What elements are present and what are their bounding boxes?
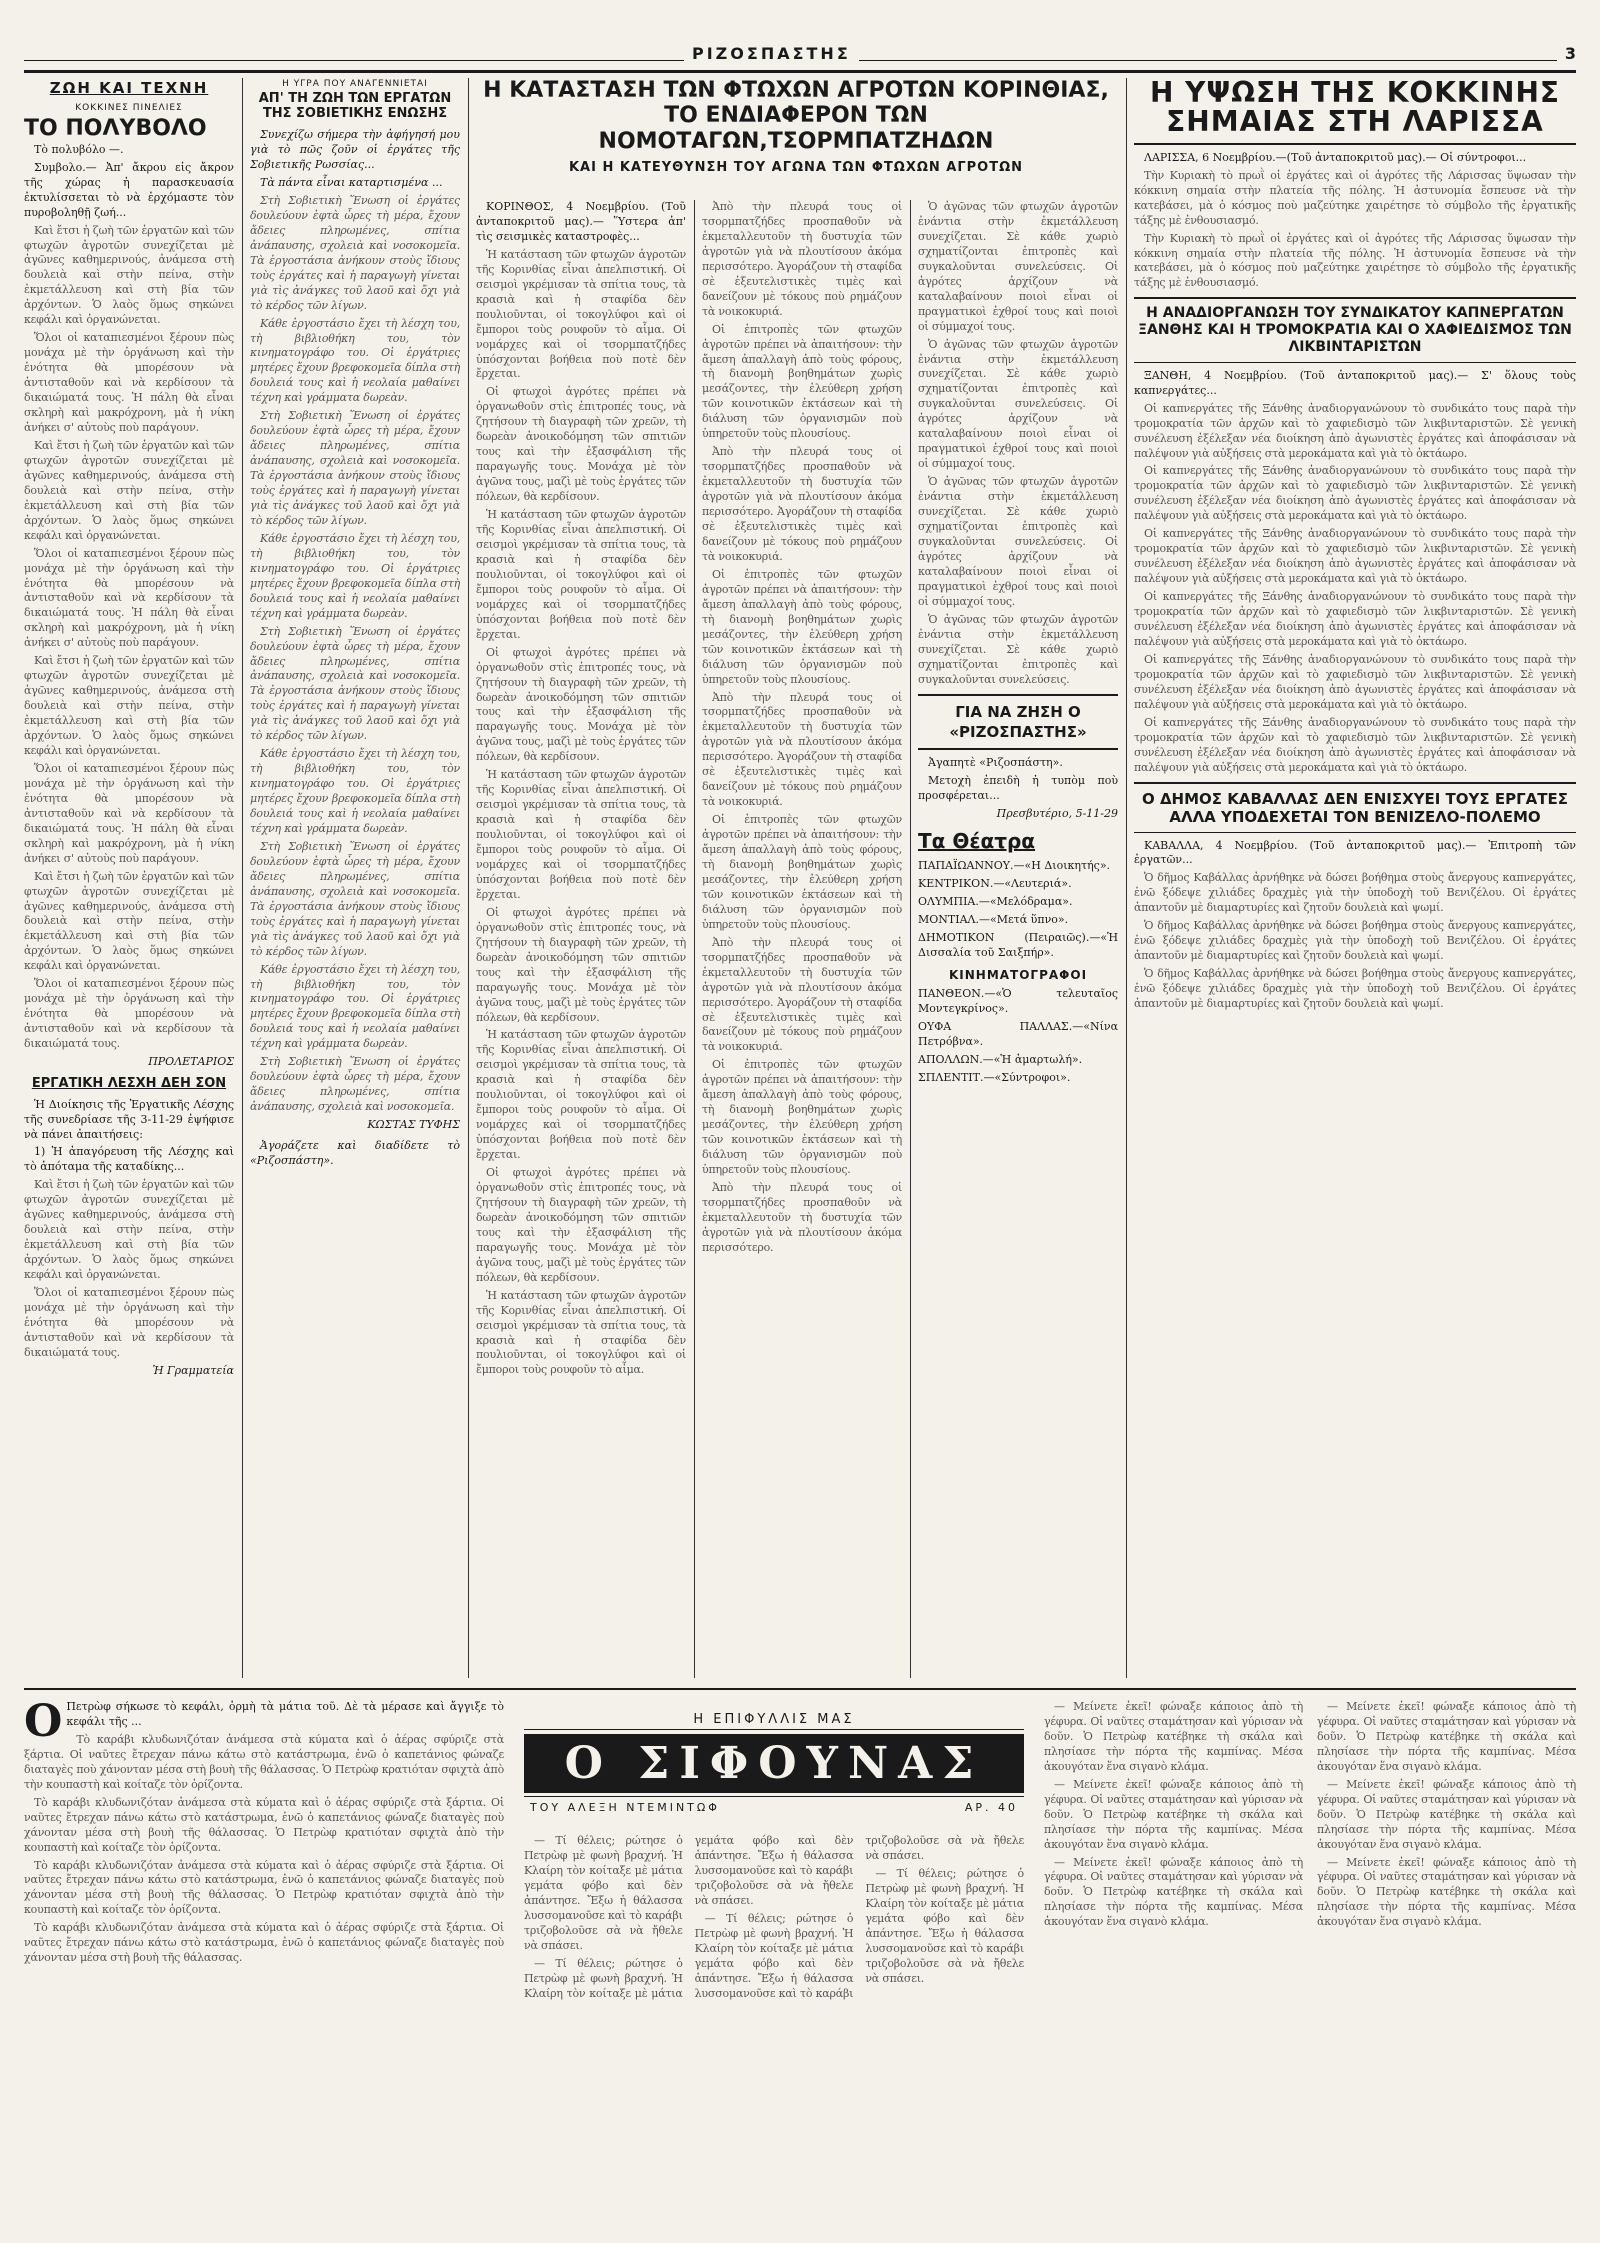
main-headline-secondary: ΤΟ ΕΝΔΙΑΦΕΡΟΝ ΤΩΝ ΝΟΜΟΤΑΓΩΝ,ΤΣΟΡΜΠΑΤΖΗΔΩΝ (598, 103, 994, 154)
article-headline: Η ΑΝΑΔΙΟΡΓΑΝΩΣΗ ΤΟΥ ΣΥΝΔΙΚΑΤΟΥ ΚΑΠΝΕΡΓΑΤΩΝ ΞΑΝΘΗΣ ΚΑΙ Η ΤΡΟΜΟΚΡΑΤΙΑ ΚΑΙ Ο ΧΑΦΙΕΔΙΣΜΟΣ ΤΩΝ ΛΙΚΒΙΝΤΑΡΙΣΤΩΝ (1138, 305, 1572, 355)
article-body-text: Στὴ Σοβιετικὴ Ἕνωση οἱ ἐργάτες δουλεύουν ἑφτὰ ὧρες τὴ μέρα, ἔχουν ἄδειες πληρωμένες, σπίτια ἀνάπαυσης, σχολειὰ καὶ νοσοκομεῖα. Τὰ ἐργοστάσια ἀνήκουν στοὺς ἴδιους τοὺς ἐργάτες καὶ ἡ παραγωγὴ γίνεται γιὰ τὶς ἀνάγκες τοῦ λαοῦ καὶ ὄχι γιὰ τὸ κέρδος τῶν λίγων. (250, 409, 460, 527)
article-body-text: Στὴ Σοβιετικὴ Ἕνωση οἱ ἐργάτες δουλεύουν ἑφτὰ ὧρες τὴ μέρα, ἔχουν ἄδειες πληρωμένες, σπίτια ἀνάπαυσης, σχολειὰ καὶ νοσοκομεῖα. Τὰ ἐργοστάσια ἀνήκουν στοὺς ἴδιους τοὺς ἐργάτες καὶ ἡ παραγωγὴ γίνεται γιὰ τὶς ἀνάγκες τοῦ λαοῦ καὶ ὄχι γιὰ τὸ κέρδος τῶν λίγων. (250, 839, 460, 958)
article-body-text: Στὴ Σοβιετικὴ Ἕνωση οἱ ἐργάτες δουλεύουν ἑφτὰ ὧρες τὴ μέρα, ἔχουν ἄδειες πληρωμένες, σπίτια ἀνάπαυσης, σχολειὰ καὶ νοσοκομεῖα. (250, 1055, 460, 1114)
theatre-listing: ΚΕΝΤΡΙΚΟΝ.—«Λευτεριά». (918, 877, 1072, 891)
column-divider (242, 78, 243, 1678)
article-body-text: Ἡ κατάσταση τῶν φτωχῶν ἀγροτῶν τῆς Κορινθίας εἶναι ἀπελπιστική. Οἱ σεισμοὶ γκρέμισαν τὰ σπίτια τους, τὰ κρασιὰ καὶ ἡ σταφίδα δὲν πουλιοῦνται, οἱ τοκογλύφοι καὶ οἱ ἔμποροι τοὺς ρουφοῦν τὸ αἷμα. (476, 1288, 686, 1377)
newspaper-page (24, 24, 1576, 2219)
article-paragraph: Ἀγαπητὲ «Ριζοσπάστη». (928, 756, 1063, 770)
serial-body-text: — Τί θέλεις; ρώτησε ὁ Πετρὼφ μὲ φωνὴ βραχνή. Ἡ Κλαίρη τὸν κοίταξε μὲ μάτια γεμάτα φόβο καὶ δὲν ἀπάντησε. Ἔξω ἡ θάλασσα λυσσομανοῦσε καὶ τὸ καράβι τριζοβολοῦσε σὰ νὰ ἤθελε νὰ σπάσει. (694, 1834, 1024, 2000)
masthead (24, 40, 1576, 73)
serial-column-center (524, 1834, 1024, 2200)
serial-kicker: Η ΕΠΙΦΥΛΛΙΣ ΜΑΣ (524, 1712, 1024, 1730)
article-body-text: Οἱ ἐπιτροπὲς τῶν φτωχῶν ἀγροτῶν πρέπει νὰ ἀπαιτήσουν: τὴν ἄμεση ἀπαλλαγὴ ἀπὸ τοὺς φόρους, τὴ διανομὴ βοηθημάτων χωρὶς μεσάζοντες, τὴν ἐλεύθερη χρήση τῶν κοινοτικῶν ἐκτάσεων καὶ τὴ διάλυση τῶν ὀργανισμῶν ποὺ ὑπηρετοῦν τοὺς πλουσίους. (702, 1058, 902, 1177)
serial-opening: Πετρὼφ σήκωσε τὸ κεφάλι, ὁρμὴ τὰ μάτια τοῦ. Δὲ τὰ μέρασε καὶ ἄγγιξε τὸ κεφάλι τῆς ... (66, 1700, 504, 1728)
column-zoi-kai-texni (24, 78, 234, 1678)
article-body-text: Στὴ Σοβιετικὴ Ἕνωση οἱ ἐργάτες δουλεύουν ἑφτὰ ὧρες τὴ μέρα, ἔχουν ἄδειες πληρωμένες, σπίτια ἀνάπαυσης, σχολειὰ καὶ νοσοκομεῖα. Τὰ ἐργοστάσια ἀνήκουν στοὺς ἴδιους τοὺς ἐργάτες καὶ ἡ παραγωγὴ γίνεται γιὰ τὶς ἀνάγκες τοῦ λαοῦ καὶ ὄχι γιὰ τὸ κέρδος τῶν λίγων. (250, 193, 460, 312)
column-corinth-article-continued (702, 200, 902, 1678)
cinemas-section-title: ΚΙΝΗΜΑΤΟΓΡΑΦΟΙ (948, 968, 1088, 982)
article-body-text: Ὁ ἀγῶνας τῶν φτωχῶν ἀγροτῶν ἐνάντια στὴν ἐκμετάλλευση συνεχίζεται. Σὲ κάθε χωριὸ σχηματίζονται ἐπιτροπὲς καὶ συγκαλοῦνται συνελεύσεις. Οἱ ἀγρότες ἀρχίζουν νὰ καταλαβαίνουν ποιοὶ εἶναι οἱ πραγματικοὶ ἐχθροί τους καὶ ποιοὶ οἱ σύμμαχοί τους. (918, 475, 1118, 608)
masthead-title: ΡΙΖΟΣΠΑΣΤΗΣ (684, 44, 859, 63)
serial-body-text: — Μείνετε ἐκεῖ! φώναξε κάποιος ἀπὸ τὴ γέφυρα. Οἱ ναῦτες σταμάτησαν καὶ γύρισαν νὰ δοῦν. Ὁ Πετρὼφ κατέβηκε τὴ σκάλα καὶ πλησίασε τὴν πόρτα τῆς καμπίνας. Μέσα ἀκουγόταν ἕνα σιγανὸ κλάμα. (1044, 1700, 1303, 1773)
article-signature: ΚΩΣΤΑΣ ΤΥΦΗΣ (367, 1118, 460, 1132)
notice-box-title: ΓΙΑ ΝΑ ΖΗΣΗ Ο «ΡΙΖΟΣΠΑΣΤΗΣ» (918, 694, 1118, 751)
article-body-text: Οἱ καπνεργάτες τῆς Ξάνθης ἀναδιοργανώνουν τὸ συνδικάτο τους παρὰ τὴν τρομοκρατία τῶν ἀρχῶν καὶ τὸ χαφιεδισμὸ τῶν λικβινταριστῶν. Σὲ γενικὴ συνέλευση ἐξέλεξαν νέα διοίκηση ἀπὸ ἀγωνιστὲς ἐργάτες καὶ ἀποφάσισαν νὰ παλέψουν γιὰ αὐξήσεις στὰ μεροκάματα καὶ γιὰ τὸ ὀκτάωρο. (1134, 715, 1576, 774)
article-paragraph: Τὰ πάντα εἶναι καταρτισμένα ... (260, 175, 443, 189)
article-paragraph: Μετοχὴ ἐπειδὴ ἡ τυπὸμ ποὺ προσφέρεται... (918, 774, 1118, 803)
theatre-listing: ΜΟΝΤΙΑΛ.—«Μετά ὕπνο». (918, 913, 1069, 927)
article-body-text: Στὴ Σοβιετικὴ Ἕνωση οἱ ἐργάτες δουλεύουν ἑφτὰ ὧρες τὴ μέρα, ἔχουν ἄδειες πληρωμένες, σπίτια ἀνάπαυσης, σχολειὰ καὶ νοσοκομεῖα. Τὰ ἐργοστάσια ἀνήκουν στοὺς ἴδιους τοὺς ἐργάτες καὶ ἡ παραγωγὴ γίνεται γιὰ τὶς ἀνάγκες τοῦ λαοῦ καὶ ὄχι γιὰ τὸ κέρδος τῶν λίγων. (250, 624, 460, 743)
cinema-listing: ΑΠΟΛΛΩΝ.—«Ἡ ἁμαρτωλή». (918, 1053, 1083, 1067)
article-dateline: ΛΑΡΙΣΣΑ, 6 Νοεμβρίου.—(Τοῦ ἀνταποκριτοῦ μας).— Οἱ σύντροφοι... (1144, 150, 1527, 164)
article-body-text: Οἱ καπνεργάτες τῆς Ξάνθης ἀναδιοργανώνουν τὸ συνδικάτο τους παρὰ τὴν τρομοκρατία τῶν ἀρχῶν καὶ τὸ χαφιεδισμὸ τῶν λικβινταριστῶν. Σὲ γενικὴ συνέλευση ἐξέλεξαν νέα διοίκηση ἀπὸ ἀγωνιστὲς ἐργάτες καὶ ἀποφάσισαν νὰ παλέψουν γιὰ αὐξήσεις στὰ μεροκάματα καὶ γιὰ τὸ ὀκτάωρο. (1134, 652, 1576, 711)
article-body-text: Καὶ ἔτσι ἡ ζωὴ τῶν ἐργατῶν καὶ τῶν φτωχῶν ἀγροτῶν συνεχίζεται μὲ ἀγῶνες καθημερινούς, ἀνάμεσα στὴ δουλειὰ καὶ στὴν πείνα, στὴν ἐκμετάλλευση καὶ στὴ βία τῶν ἀρχόντων. Ὁ λαὸς ὅμως σηκώνει κεφάλι καὶ ὀργανώνεται. (24, 869, 234, 973)
article-headline: ΑΠ' ΤΗ ΖΩΗ ΤΩΝ ΕΡΓΑΤΩΝ ΤΗΣ ΣΟΒΙΕΤΙΚΗΣ ΕΝΩΣΗΣ (258, 91, 452, 122)
article-kicker: Η ΥΓΡΑ ΠΟΥ ΑΝΑΓΕΝΝΙΕΤΑΙ (282, 79, 428, 89)
article-body-text: Ὁ ἀγῶνας τῶν φτωχῶν ἀγροτῶν ἐνάντια στὴν ἐκμετάλλευση συνεχίζεται. Σὲ κάθε χωριὸ σχηματίζονται ἐπιτροπὲς καὶ συγκαλοῦνται συνελεύσεις. (918, 612, 1118, 686)
serial-byline (524, 1796, 1024, 1814)
article-body-text: Καὶ ἔτσι ἡ ζωὴ τῶν ἐργατῶν καὶ τῶν φτωχῶν ἀγροτῶν συνεχίζεται μὲ ἀγῶνες καθημερινούς, ἀνάμεσα στὴ δουλειὰ καὶ στὴν πείνα, στὴν ἐκμετάλλευση καὶ στὴ βία τῶν ἀρχόντων. Ὁ λαὸς ὅμως σηκώνει κεφάλι καὶ ὀργανώνεται. (24, 1178, 234, 1282)
article-footer-note: Ἀγοράζετε καὶ διαδίδετε τὸ «Ριζοσπάστη». (250, 1139, 460, 1168)
serial-column-right (1044, 1700, 1576, 2200)
theatre-listing: ΟΛΥΜΠΙΑ.—«Μελόδραμα». (918, 895, 1073, 909)
article-paragraph: Συνεχίζω σήμερα τὴν ἀφήγησή μου γιὰ τὸ πῶς ζοῦν οἱ ἐργάτες τῆς Σοβιετικῆς Ρωσσίας... (250, 128, 460, 172)
article-body-text: Ἡ κατάσταση τῶν φτωχῶν ἀγροτῶν τῆς Κορινθίας εἶναι ἀπελπιστική. Οἱ σεισμοὶ γκρέμισαν τὰ σπίτια τους, τὰ κρασιὰ καὶ ἡ σταφίδα δὲν πουλιοῦνται, οἱ τοκογλύφοι καὶ οἱ ἔμποροι τοὺς ρουφοῦν τὸ αἷμα. Οἱ νομάρχες καὶ οἱ τσορμπατζήδες ὑπόσχονται βοήθεια ποὺ ποτὲ δὲν ἔρχεται. (476, 768, 686, 901)
article-kicker: ΚΟΚΚΙΝΕΣ ΠΙΝΕΛΙΕΣ (75, 103, 183, 114)
serial-body-text: — Μείνετε ἐκεῖ! φώναξε κάποιος ἀπὸ τὴ γέφυρα. Οἱ ναῦτες σταμάτησαν καὶ γύρισαν νὰ δοῦν. Ὁ Πετρὼφ κατέβηκε τὴ σκάλα καὶ πλησίασε τὴν πόρτα τῆς καμπίνας. Μέσα ἀκουγόταν ἕνα σιγανὸ κλάμα. (1044, 1777, 1303, 1851)
article-body-text: Ἀπὸ τὴν πλευρά τους οἱ τσορμπατζήδες προσπαθοῦν νὰ ἐκμεταλλευτοῦν τὴ δυστυχία τῶν ἀγροτῶν γιὰ νὰ πλουτίσουν ἀκόμα περισσότερο. (702, 1181, 902, 1254)
article-signature: Ἡ Γραμματεία (152, 1363, 234, 1377)
theatres-section-title: Τα Θέατρα (918, 829, 1036, 854)
page-number: 3 (1557, 44, 1576, 63)
serial-body-text: Τὸ καράβι κλυδωνιζόταν ἀνάμεσα στὰ κύματα καὶ ὁ ἀέρας σφύριζε στὰ ξάρτια. Οἱ ναῦτες ἔτρεχαν πάνω κάτω στὸ κατάστρωμα, ἐνῶ ὁ καπετάνιος φώναζε διαταγὲς ποὺ χάνονταν μέσα στὴ βουὴ τῆς θάλασσας. Ὁ Πετρὼφ κρατιόταν σφιχτὰ ἀπὸ τὴν κουπαστὴ καὶ κοίταζε τὸν ὁρίζοντα. (24, 1858, 504, 1917)
column-divider (910, 200, 911, 1678)
article-headline: Ο ΔΗΜΟΣ ΚΑΒΑΛΛΑΣ ΔΕΝ ΕΝΙΣΧΥΕΙ ΤΟΥΣ ΕΡΓΑΤΕΣ ΑΛΛΑ ΥΠΟΔΕΧΕΤΑΙ ΤΟΝ ΒΕΝΙΖΕΛΟ-ΠΟΛΕΜΟ (1141, 789, 1569, 826)
theatre-listing: ΔΗΜΟΤΙΚΟΝ (Πειραιῶς).—«Ἡ Δισσαλία τοῦ Σαιξπήρ». (918, 931, 1118, 960)
article-rule (1134, 832, 1576, 833)
theatre-listing: ΠΑΠΑΪΩΑΝΝΟΥ.—«Η Διοικητής». (918, 859, 1111, 873)
serial-header (524, 1712, 1024, 1822)
section-title: ΖΩΗ ΚΑΙ ΤΕΧΝΗ (49, 79, 209, 97)
article-body-text: Ἀπὸ τὴν πλευρά τους οἱ τσορμπατζήδες προσπαθοῦν νὰ ἐκμεταλλευτοῦν τὴ δυστυχία τῶν ἀγροτῶν γιὰ νὰ πλουτίσουν ἀκόμα περισσότερο. Ἀγοράζουν τὴ σταφίδα σὲ ἐξευτελιστικὲς τιμὲς καὶ δανείζουν μὲ τόκους ποὺ ρημάζουν τὰ νοικοκυριά. (702, 200, 902, 318)
article-paragraph: Τὸ πολυβόλο —. (34, 142, 124, 156)
article-body-text: Κάθε ἐργοστάσιο ἔχει τὴ λέσχη του, τὴ βιβλιοθήκη του, τὸν κινηματογράφο του. Οἱ ἐργάτριες μητέρες ἔχουν βρεφοκομεῖα δίπλα στὴ δουλειά τους καὶ ἡ νεολαία μαθαίνει τέχνη καὶ γράμματα δωρεὰν. (250, 316, 460, 405)
article-body-text: Καὶ ἔτσι ἡ ζωὴ τῶν ἐργατῶν καὶ τῶν φτωχῶν ἀγροτῶν συνεχίζεται μὲ ἀγῶνες καθημερινούς, ἀνάμεσα στὴ δουλειὰ καὶ στὴν πείνα, στὴν ἐκμετάλλευση καὶ στὴ βία τῶν ἀρχόντων. Ὁ λαὸς ὅμως σηκώνει κεφάλι καὶ ὀργανώνεται. (24, 438, 234, 542)
article-body-text: Ὅλοι οἱ καταπιεσμένοι ξέρουν πὼς μονάχα μὲ τὴν ὀργάνωση καὶ τὴν ἑνότητα θὰ μπορέσουν νὰ ἀντισταθοῦν καὶ νὰ κερδίσουν τὰ δικαιώματά τους. Ἡ πάλη θὰ εἶναι σκληρὴ καὶ μακρόχρονη, μὰ ἡ νίκη ἀνήκει σ' αὐτοὺς ποὺ παράγουν. (24, 546, 234, 650)
article-body-text: Ὅλοι οἱ καταπιεσμένοι ξέρουν πὼς μονάχα μὲ τὴν ὀργάνωση καὶ τὴν ἑνότητα θὰ μπορέσουν νὰ ἀντισταθοῦν καὶ νὰ κερδίσουν τὰ δικαιώματά τους. Ἡ πάλη θὰ εἶναι σκληρὴ καὶ μακρόχρονη, μὰ ἡ νίκη ἀνήκει σ' αὐτοὺς ποὺ παράγουν. (24, 761, 234, 865)
serial-body-text: Τὸ καράβι κλυδωνιζόταν ἀνάμεσα στὰ κύματα καὶ ὁ ἀέρας σφύριζε στὰ ξάρτια. Οἱ ναῦτες ἔτρεχαν πάνω κάτω στὸ κατάστρωμα, ἐνῶ ὁ καπετάνιος φώναζε διαταγὲς ποὺ χάνονταν μέσα στὴ βουὴ τῆς θάλασσας. Ὁ Πετρὼφ κρατιόταν σφιχτὰ ἀπὸ τὴν κουπαστὴ καὶ κοίταζε τὸν ὁρίζοντα. (24, 1732, 504, 1791)
article-headline: ΤΟ ΠΟΛΥΒΟΛΟ (24, 115, 207, 141)
article-dateline: ΞΑΝΘΗ, 4 Νοεμβρίου. (Τοῦ ἀνταποκριτοῦ μας).— Σ' ὅλους τοὺς καπνεργάτες... (1134, 368, 1576, 397)
article-body-text: Ἡ κατάσταση τῶν φτωχῶν ἀγροτῶν τῆς Κορινθίας εἶναι ἀπελπιστική. Οἱ σεισμοὶ γκρέμισαν τὰ σπίτια τους, τὰ κρασιὰ καὶ ἡ σταφίδα δὲν πουλιοῦνται, οἱ τοκογλύφοι καὶ οἱ ἔμποροι τοὺς ρουφοῦν τὸ αἷμα. Οἱ νομάρχες καὶ οἱ τσορμπατζήδες ὑπόσχονται βοήθεια ποὺ ποτὲ δὲν ἔρχεται. (476, 1028, 686, 1162)
article-body-text: Καὶ ἔτσι ἡ ζωὴ τῶν ἐργατῶν καὶ τῶν φτωχῶν ἀγροτῶν συνεχίζεται μὲ ἀγῶνες καθημερινούς, ἀνάμεσα στὴ δουλειὰ καὶ στὴν πείνα, στὴν ἐκμετάλλευση καὶ στὴ βία τῶν ἀρχόντων. Ὁ λαὸς ὅμως σηκώνει κεφάλι καὶ ὀργανώνεται. (24, 654, 234, 757)
article-body-text: Κάθε ἐργοστάσιο ἔχει τὴ λέσχη του, τὴ βιβλιοθήκη του, τὸν κινηματογράφο του. Οἱ ἐργάτριες μητέρες ἔχουν βρεφοκομεῖα δίπλα στὴ δουλειά τους καὶ ἡ νεολαία μαθαίνει τέχνη καὶ γράμματα δωρεὰν. (250, 531, 460, 620)
article-body-text: Οἱ φτωχοὶ ἀγρότες πρέπει νὰ ὀργανωθοῦν στὶς ἐπιτροπές τους, νὰ ζητήσουν τὴ διαγραφὴ τῶν χρεῶν, τὴ δωρεὰν ἀνοικοδόμηση τῶν σπιτιῶν τους καὶ τὴν ἐξασφάλιση τῆς παραγωγῆς τους. Μονάχα μὲ τὸν ἀγῶνα τους, μαζὶ μὲ τοὺς ἐργάτες τῶν πόλεων, θὰ κερδίσουν. (476, 385, 686, 504)
article-body-text: Ὅλοι οἱ καταπιεσμένοι ξέρουν πὼς μονάχα μὲ τὴν ὀργάνωση καὶ τὴν ἑνότητα θὰ μπορέσουν νὰ ἀντισταθοῦν καὶ νὰ κερδίσουν τὰ δικαιώματά τους. (24, 1286, 234, 1359)
article-body-text: Ὅλοι οἱ καταπιεσμένοι ξέρουν πὼς μονάχα μὲ τὴν ὀργάνωση καὶ τὴν ἑνότητα θὰ μπορέσουν νὰ ἀντισταθοῦν καὶ νὰ κερδίσουν τὰ δικαιώματά τους. Ἡ πάλη θὰ εἶναι σκληρὴ καὶ μακρόχρονη, μὰ ἡ νίκη ἀνήκει σ' αὐτοὺς ποὺ παράγουν. (24, 331, 234, 434)
article-paragraph: Συμβολο.— Ἀπ' ἄκρου εἰς ἄκρον τῆς χώρας ἡ παρασκευασία ἐκτυλίσσεται τὸ νὰ ἐρχόμαστε τὸν πυροβοληθῇ ζωή... (24, 160, 234, 219)
article-body-text: Οἱ φτωχοὶ ἀγρότες πρέπει νὰ ὀργανωθοῦν στὶς ἐπιτροπές τους, νὰ ζητήσουν τὴ διαγραφὴ τῶν χρεῶν, τὴ δωρεὰν ἀνοικοδόμηση τῶν σπιτιῶν τους καὶ τὴν ἐξασφάλιση τῆς παραγωγῆς τους. Μονάχα μὲ τὸν ἀγῶνα τους, μαζὶ μὲ τοὺς ἐργάτες τῶν πόλεων, θὰ κερδίσουν. (476, 905, 686, 1024)
serial-body-text: — Μείνετε ἐκεῖ! φώναξε κάποιος ἀπὸ τὴ γέφυρα. Οἱ ναῦτες σταμάτησαν καὶ γύρισαν νὰ δοῦν. Ὁ Πετρὼφ κατέβηκε τὴ σκάλα καὶ πλησίασε τὴν πόρτα τῆς καμπίνας. Μέσα ἀκουγόταν ἕνα σιγανὸ κλάμα. (1317, 1855, 1576, 1929)
article-body-text: Ὁ δῆμος Καβάλλας ἀρνήθηκε νὰ δώσει βοήθημα στοὺς ἄνεργους καπνεργάτες, ἐνῶ ξόδεψε χιλιάδες δραχμὲς γιὰ τὴν ὑποδοχὴ τοῦ Βενιζέλου. Οἱ ἐργάτες ἀπαντοῦν μὲ διαμαρτυρίες καὶ ζητοῦν δουλειὰ καὶ ψωμί. (1134, 967, 1576, 1011)
notice-signature-date: Πρεσβυτέριο, 5-11-29 (996, 807, 1118, 821)
article-body-text: Οἱ ἐπιτροπὲς τῶν φτωχῶν ἀγροτῶν πρέπει νὰ ἀπαιτήσουν: τὴν ἄμεση ἀπαλλαγὴ ἀπὸ τοὺς φόρους, τὴ διανομὴ βοηθημάτων χωρὶς μεσάζοντες, τὴν ἐλεύθερη χρήση τῶν κοινοτικῶν ἐκτάσεων καὶ τὴ διάλυση τῶν ὀργανισμῶν ποὺ ὑπηρετοῦν τοὺς πλουσίους. (702, 322, 902, 441)
article-body-text: Οἱ ἐπιτροπὲς τῶν φτωχῶν ἀγροτῶν πρέπει νὰ ἀπαιτήσουν: τὴν ἄμεση ἀπαλλαγὴ ἀπὸ τοὺς φόρους, τὴ διανομὴ βοηθημάτων χωρὶς μεσάζοντες, τὴν ἐλεύθερη χρήση τῶν κοινοτικῶν ἐκτάσεων καὶ τὴ διάλυση τῶν ὀργανισμῶν ποὺ ὑπηρετοῦν τοὺς πλουσίους. (702, 813, 902, 931)
serial-body-text: — Τί θέλεις; ρώτησε ὁ Πετρὼφ μὲ φωνὴ βραχνή. Ἡ Κλαίρη τὸν κοίταξε μὲ μάτια γεμάτα φόβο καὶ δὲν ἀπάντησε. Ἔξω ἡ θάλασσα λυσσομανοῦσε καὶ τὸ καράβι τριζοβολοῦσε σὰ νὰ ἤθελε νὰ σπάσει. (865, 1866, 1024, 1985)
cinema-listing: ΠΑΝΘΕΟΝ.—«Ὁ τελευταῖος Μοντεγκρίνος». (918, 987, 1118, 1016)
article-body-text: Οἱ φτωχοὶ ἀγρότες πρέπει νὰ ὀργανωθοῦν στὶς ἐπιτροπές τους, νὰ ζητήσουν τὴ διαγραφὴ τῶν χρεῶν, τὴ δωρεὰν ἀνοικοδόμηση τῶν σπιτιῶν τους καὶ τὴν ἐξασφάλιση τῆς παραγωγῆς τους. Μονάχα μὲ τὸν ἀγῶνα τους, μαζὶ μὲ τοὺς ἐργάτες τῶν πόλεων, θὰ κερδίσουν. (476, 1166, 686, 1284)
article-headline: ΕΡΓΑΤΙΚΗ ΛΕΣΧΗ ΔΕΗ ΣΟΝ (31, 1076, 227, 1091)
article-body-text: Οἱ φτωχοὶ ἀγρότες πρέπει νὰ ὀργανωθοῦν στὶς ἐπιτροπές τους, νὰ ζητήσουν τὴ διαγραφὴ τῶν χρεῶν, τὴ δωρεὰν ἀνοικοδόμηση τῶν σπιτιῶν τους καὶ τὴν ἐξασφάλιση τῆς παραγωγῆς τους. Μονάχα μὲ τὸν ἀγῶνα τους, μαζὶ μὲ τοὺς ἐργάτες τῶν πόλεων, θὰ κερδίσουν. (476, 645, 686, 764)
serial-divider (24, 1688, 1576, 1690)
column-divider (468, 78, 469, 1678)
column-soviet-workers (250, 78, 460, 1678)
column-divider (694, 200, 695, 1678)
article-body-text: Ὁ ἀγῶνας τῶν φτωχῶν ἀγροτῶν ἐνάντια στὴν ἐκμετάλλευση συνεχίζεται. Σὲ κάθε χωριὸ σχηματίζονται ἐπιτροπὲς καὶ συγκαλοῦνται συνελεύσεις. Οἱ ἀγρότες ἀρχίζουν νὰ καταλαβαίνουν ποιοὶ εἶναι οἱ πραγματικοὶ ἐχθροί τους καὶ ποιοὶ οἱ σύμμαχοί τους. (918, 337, 1118, 471)
main-subheadline: ΚΑΙ Η ΚΑΤΕΥΘΥΝΣΗ ΤΟΥ ΑΓΩΝΑ ΤΩΝ ΦΤΩΧΩΝ ΑΓΡΟΤΩΝ (568, 159, 1024, 175)
cinema-listing: ΟΥΦΑ ΠΑΛΛΑΣ.—«Νίνα Πετρόβνα». (918, 1020, 1118, 1049)
serial-body-text: — Τί θέλεις; ρώτησε ὁ Πετρὼφ μὲ φωνὴ βραχνή. Ἡ Κλαίρη τὸν κοίταξε μὲ μάτια γεμάτα φόβο καὶ δὲν ἀπάντησε. Ἔξω ἡ θάλασσα λυσσομανοῦσε καὶ τὸ καράβι τριζοβολοῦσε σὰ νὰ ἤθελε νὰ σπάσει. (524, 1834, 854, 2000)
main-headline-block (476, 78, 1116, 200)
article-body-text: Ὁ δῆμος Καβάλλας ἀρνήθηκε νὰ δώσει βοήθημα στοὺς ἄνεργους καπνεργάτες, ἐνῶ ξόδεψε χιλιάδες δραχμὲς γιὰ τὴν ὑποδοχὴ τοῦ Βενιζέλου. Οἱ ἐργάτες ἀπαντοῦν μὲ διαμαρτυρίες καὶ ζητοῦν δουλειὰ καὶ ψωμί. (1134, 871, 1576, 915)
article-paragraph: Ἡ Διοίκησις τῆς Ἐργατικῆς Λέσχης τῆς συνεδρίασε τῆς 3-11-29 ἐψήφισε νὰ πάνει ἀπαιτήσεις: (24, 1097, 234, 1141)
article-body-text: Ὅλοι οἱ καταπιεσμένοι ξέρουν πὼς μονάχα μὲ τὴν ὀργάνωση καὶ τὴν ἑνότητα θὰ μπορέσουν νὰ ἀντισταθοῦν καὶ νὰ κερδίσουν τὰ δικαιώματά τους. (24, 977, 234, 1051)
serial-body-text: — Μείνετε ἐκεῖ! φώναξε κάποιος ἀπὸ τὴ γέφυρα. Οἱ ναῦτες σταμάτησαν καὶ γύρισαν νὰ δοῦν. Ὁ Πετρὼφ κατέβηκε τὴ σκάλα καὶ πλησίασε τὴν πόρτα τῆς καμπίνας. Μέσα ἀκουγόταν ἕνα σιγανὸ κλάμα. (1317, 1777, 1576, 1851)
column-corinth-article (476, 200, 686, 1678)
serial-body-text: — Τί θέλεις; ρώτησε ὁ Πετρὼφ μὲ φωνὴ βραχνή. Ἡ Κλαίρη τὸν κοίταξε μὲ μάτια γεμάτα φόβο καὶ δὲν ἀπάντησε. Ἔξω ἡ θάλασσα λυσσομανοῦσε καὶ τὸ καράβι τριζοβολοῦσε σὰ νὰ ἤθελε νὰ σπάσει. (524, 1834, 683, 1952)
serial-body-text: — Μείνετε ἐκεῖ! φώναξε κάποιος ἀπὸ τὴ γέφυρα. Οἱ ναῦτες σταμάτησαν καὶ γύρισαν νὰ δοῦν. Ὁ Πετρὼφ κατέβηκε τὴ σκάλα καὶ πλησίασε τὴν πόρτα τῆς καμπίνας. Μέσα ἀκουγόταν ἕνα σιγανὸ κλάμα. (1044, 1855, 1303, 1929)
article-rule (1134, 782, 1576, 784)
serial-body-text: — Μείνετε ἐκεῖ! φώναξε κάποιος ἀπὸ τὴ γέφυρα. Οἱ ναῦτες σταμάτησαν καὶ γύρισαν νὰ δοῦν. Ὁ Πετρὼφ κατέβηκε τὴ σκάλα καὶ πλησίασε τὴν πόρτα τῆς καμπίνας. Μέσα ἀκουγόταν ἕνα σιγανὸ κλάμα. (1317, 1700, 1576, 1773)
serial-title: Ο ΣΙΦΟΥΝΑΣ (524, 1734, 1024, 1793)
article-body-text: Ἡ κατάσταση τῶν φτωχῶν ἀγροτῶν τῆς Κορινθίας εἶναι ἀπελπιστική. Οἱ σεισμοὶ γκρέμισαν τὰ σπίτια τους, τὰ κρασιὰ καὶ ἡ σταφίδα δὲν πουλιοῦνται, οἱ τοκογλύφοι καὶ οἱ ἔμποροι τοὺς ρουφοῦν τὸ αἷμα. Οἱ νομάρχες καὶ οἱ τσορμπατζήδες ὑπόσχονται βοήθεια ποὺ ποτὲ δὲν ἔρχεται. (476, 508, 686, 641)
article-body-text: Κάθε ἐργοστάσιο ἔχει τὴ λέσχη του, τὴ βιβλιοθήκη του, τὸν κινηματογράφο του. Οἱ ἐργάτριες μητέρες ἔχουν βρεφοκομεῖα δίπλα στὴ δουλειά τους καὶ ἡ νεολαία μαθαίνει τέχνη καὶ γράμματα δωρεὰν. (250, 962, 460, 1051)
article-body-text: Ἀπὸ τὴν πλευρά τους οἱ τσορμπατζήδες προσπαθοῦν νὰ ἐκμεταλλευτοῦν τὴ δυστυχία τῶν ἀγροτῶν γιὰ νὰ πλουτίσουν ἀκόμα περισσότερο. Ἀγοράζουν τὴ σταφίδα σὲ ἐξευτελιστικὲς τιμὲς καὶ δανείζουν μὲ τόκους ποὺ ρημάζουν τὰ νοικοκυριά. (702, 445, 902, 563)
article-body-text: Καὶ ἔτσι ἡ ζωὴ τῶν ἐργατῶν καὶ τῶν φτωχῶν ἀγροτῶν συνεχίζεται μὲ ἀγῶνες καθημερινούς, ἀνάμεσα στὴ δουλειὰ καὶ στὴν πείνα, στὴν ἐκμετάλλευση καὶ στὴ βία τῶν ἀρχόντων. Ὁ λαὸς ὅμως σηκώνει κεφάλι καὶ ὀργανώνεται. (24, 223, 234, 327)
serial-dropcap: Ο (24, 1700, 63, 1747)
cinema-listing: ΣΠΛΕΝΤΙΤ.—«Σύντροφοι». (918, 1071, 1071, 1085)
article-paragraph: 1) Ἡ ἀπαγόρευση τῆς Λέσχης καὶ τὸ ἀπόταμα τῆς καταδίκης... (24, 1145, 234, 1174)
article-rule (1134, 297, 1576, 299)
column-divider (1126, 78, 1127, 1678)
article-body-text: Οἱ καπνεργάτες τῆς Ξάνθης ἀναδιοργανώνουν τὸ συνδικάτο τους παρὰ τὴν τρομοκρατία τῶν ἀρχῶν καὶ τὸ χαφιεδισμὸ τῶν λικβινταριστῶν. Σὲ γενικὴ συνέλευση ἐξέλεξαν νέα διοίκηση ἀπὸ ἀγωνιστὲς ἐργάτες καὶ ἀποφάσισαν νὰ παλέψουν γιὰ αὐξήσεις στὰ μεροκάματα καὶ γιὰ τὸ ὀκτάωρο. (1134, 401, 1576, 460)
serial-author: ΤΟΥ ΑΛΕΞΗ ΝΤΕΜΙΝΤΩΦ (530, 1801, 720, 1814)
article-signature: ΠΡΟΛΕΤΑΡΙΟΣ (148, 1055, 234, 1069)
article-headline: Η ΥΨΩΣΗ ΤΗΣ ΚΟΚΚΙΝΗΣ ΣΗΜΑΙΑΣ ΣΤΗ ΛΑΡΙΣΣΑ (1149, 78, 1561, 139)
article-rule (1134, 143, 1576, 145)
article-body-text: Ἀπὸ τὴν πλευρά τους οἱ τσορμπατζήδες προσπαθοῦν νὰ ἐκμεταλλευτοῦν τὴ δυστυχία τῶν ἀγροτῶν γιὰ νὰ πλουτίσουν ἀκόμα περισσότερο. Ἀγοράζουν τὴ σταφίδα σὲ ἐξευτελιστικὲς τιμὲς καὶ δανείζουν μὲ τόκους ποὺ ρημάζουν τὰ νοικοκυριά. (702, 935, 902, 1054)
article-dateline: ΚΑΒΑΛΛΑ, 4 Νοεμβρίου. (Τοῦ ἀνταποκριτοῦ μας).— Ἐπιτροπὴ τῶν ἐργατῶν... (1134, 838, 1576, 867)
main-headline: Η ΚΑΤΑΣΤΑΣΗ ΤΩΝ ΦΤΩΧΩΝ ΑΓΡΟΤΩΝ ΚΟΡΙΝΘΙΑΣ, (483, 78, 1109, 103)
article-body-text: Οἱ καπνεργάτες τῆς Ξάνθης ἀναδιοργανώνουν τὸ συνδικάτο τους παρὰ τὴν τρομοκρατία τῶν ἀρχῶν καὶ τὸ χαφιεδισμὸ τῶν λικβινταριστῶν. Σὲ γενικὴ συνέλευση ἐξέλεξαν νέα διοίκηση ἀπὸ ἀγωνιστὲς ἐργάτες καὶ ἀποφάσισαν νὰ παλέψουν γιὰ αὐξήσεις στὰ μεροκάματα καὶ γιὰ τὸ ὀκτάωρο. (1134, 464, 1576, 523)
article-body-text: Κάθε ἐργοστάσιο ἔχει τὴ λέσχη του, τὴ βιβλιοθήκη του, τὸν κινηματογράφο του. Οἱ ἐργάτριες μητέρες ἔχουν βρεφοκομεῖα δίπλα στὴ δουλειά τους καὶ ἡ νεολαία μαθαίνει τέχνη καὶ γράμματα δωρεὰν. (250, 747, 460, 835)
serial-body-text: Τὸ καράβι κλυδωνιζόταν ἀνάμεσα στὰ κύματα καὶ ὁ ἀέρας σφύριζε στὰ ξάρτια. Οἱ ναῦτες ἔτρεχαν πάνω κάτω στὸ κατάστρωμα, ἐνῶ ὁ καπετάνιος φώναζε διαταγὲς ποὺ χάνονταν μέσα στὴ βουὴ τῆς θάλασσας. (24, 1921, 504, 1965)
column-notices (918, 200, 1118, 1678)
article-body-text: Ἡ κατάσταση τῶν φτωχῶν ἀγροτῶν τῆς Κορινθίας εἶναι ἀπελπιστική. Οἱ σεισμοὶ γκρέμισαν τὰ σπίτια τους, τὰ κρασιὰ καὶ ἡ σταφίδα δὲν πουλιοῦνται, οἱ τοκογλύφοι καὶ οἱ ἔμποροι τοὺς ρουφοῦν τὸ αἷμα. Οἱ νομάρχες καὶ οἱ τσορμπατζήδες ὑπόσχονται βοήθεια ποὺ ποτὲ δὲν ἔρχεται. (476, 247, 686, 381)
article-body-text: Τὴν Κυριακὴ τὸ πρωῒ οἱ ἐργάτες καὶ οἱ ἀγρότες τῆς Λάρισσας ὕψωσαν τὴν κόκκινη σημαία στὴν πλατεία τῆς πόλης. Ἡ ἀστυνομία ἔσπευσε νὰ τὴν κατεβάσει, μὰ ὁ κόσμος ποὺ μαζεύτηκε χαιρέτησε τὸ σύμβολο τῆς ἐργατικῆς τάξης μὲ ἐνθουσιασμό. (1134, 231, 1576, 290)
article-dateline: ΚΟΡΙΝΘΟΣ, 4 Νοεμβρίου. (Τοῦ ἀνταποκριτοῦ μας).— Ὕστερα ἀπ' τὶς σεισμικὲς καταστροφὲς... (476, 200, 686, 243)
article-body-text: Τὴν Κυριακὴ τὸ πρωῒ οἱ ἐργάτες καὶ οἱ ἀγρότες τῆς Λάρισσας ὕψωσαν τὴν κόκκινη σημαία στὴν πλατεία τῆς πόλης. Ἡ ἀστυνομία ἔσπευσε νὰ τὴν κατεβάσει, μὰ ὁ κόσμος ποὺ μαζεύτηκε χαιρέτησε τὸ σύμβολο τῆς ἐργατικῆς τάξης μὲ ἐνθουσιασμό. (1134, 168, 1576, 227)
article-body-text: Οἱ ἐπιτροπὲς τῶν φτωχῶν ἀγροτῶν πρέπει νὰ ἀπαιτήσουν: τὴν ἄμεση ἀπαλλαγὴ ἀπὸ τοὺς φόρους, τὴ διανομὴ βοηθημάτων χωρὶς μεσάζοντες, τὴν ἐλεύθερη χρήση τῶν κοινοτικῶν ἐκτάσεων καὶ τὴ διάλυση τῶν ὀργανισμῶν ποὺ ὑπηρετοῦν τοὺς πλουσίους. (702, 567, 902, 686)
article-body-text: Ὁ ἀγῶνας τῶν φτωχῶν ἀγροτῶν ἐνάντια στὴν ἐκμετάλλευση συνεχίζεται. Σὲ κάθε χωριὸ σχηματίζονται ἐπιτροπὲς καὶ συγκαλοῦνται συνελεύσεις. Οἱ ἀγρότες ἀρχίζουν νὰ καταλαβαίνουν ποιοὶ εἶναι οἱ πραγματικοὶ ἐχθροί τους καὶ ποιοὶ οἱ σύμμαχοί τους. (918, 200, 1118, 333)
article-body-text: Ἀπὸ τὴν πλευρά τους οἱ τσορμπατζήδες προσπαθοῦν νὰ ἐκμεταλλευτοῦν τὴ δυστυχία τῶν ἀγροτῶν γιὰ νὰ πλουτίσουν ἀκόμα περισσότερο. Ἀγοράζουν τὴ σταφίδα σὲ ἐξευτελιστικὲς τιμὲς καὶ δανείζουν μὲ τόκους ποὺ ρημάζουν τὰ νοικοκυριά. (702, 690, 902, 809)
column-larissa-xanthi-kavala (1134, 78, 1576, 1678)
article-body-text: Οἱ καπνεργάτες τῆς Ξάνθης ἀναδιοργανώνουν τὸ συνδικάτο τους παρὰ τὴν τρομοκρατία τῶν ἀρχῶν καὶ τὸ χαφιεδισμὸ τῶν λικβινταριστῶν. Σὲ γενικὴ συνέλευση ἐξέλεξαν νέα διοίκηση ἀπὸ ἀγωνιστὲς ἐργάτες καὶ ἀποφάσισαν νὰ παλέψουν γιὰ αὐξήσεις στὰ μεροκάματα καὶ γιὰ τὸ ὀκτάωρο. (1134, 527, 1576, 586)
article-body-text: Οἱ καπνεργάτες τῆς Ξάνθης ἀναδιοργανώνουν τὸ συνδικάτο τους παρὰ τὴν τρομοκρατία τῶν ἀρχῶν καὶ τὸ χαφιεδισμὸ τῶν λικβινταριστῶν. Σὲ γενικὴ συνέλευση ἐξέλεξαν νέα διοίκηση ἀπὸ ἀγωνιστὲς ἐργάτες καὶ ἀποφάσισαν νὰ παλέψουν γιὰ αὐξήσεις στὰ μεροκάματα καὶ γιὰ τὸ ὀκτάωρο. (1134, 590, 1576, 648)
article-body-text: Ὁ δῆμος Καβάλλας ἀρνήθηκε νὰ δώσει βοήθημα στοὺς ἄνεργους καπνεργάτες, ἐνῶ ξόδεψε χιλιάδες δραχμὲς γιὰ τὴν ὑποδοχὴ τοῦ Βενιζέλου. Οἱ ἐργάτες ἀπαντοῦν μὲ διαμαρτυρίες καὶ ζητοῦν δουλειὰ καὶ ψωμί. (1134, 919, 1576, 963)
serial-number: ΑΡ. 40 (964, 1801, 1018, 1814)
article-rule (1134, 362, 1576, 363)
serial-body-text: Τὸ καράβι κλυδωνιζόταν ἀνάμεσα στὰ κύματα καὶ ὁ ἀέρας σφύριζε στὰ ξάρτια. Οἱ ναῦτες ἔτρεχαν πάνω κάτω στὸ κατάστρωμα, ἐνῶ ὁ καπετάνιος φώναζε διαταγὲς ποὺ χάνονταν μέσα στὴ βουὴ τῆς θάλασσας. Ὁ Πετρὼφ κρατιόταν σφιχτὰ ἀπὸ τὴν κουπαστὴ καὶ κοίταζε τὸν ὁρίζοντα. (24, 1795, 504, 1854)
serial-column-left (24, 1700, 504, 2200)
